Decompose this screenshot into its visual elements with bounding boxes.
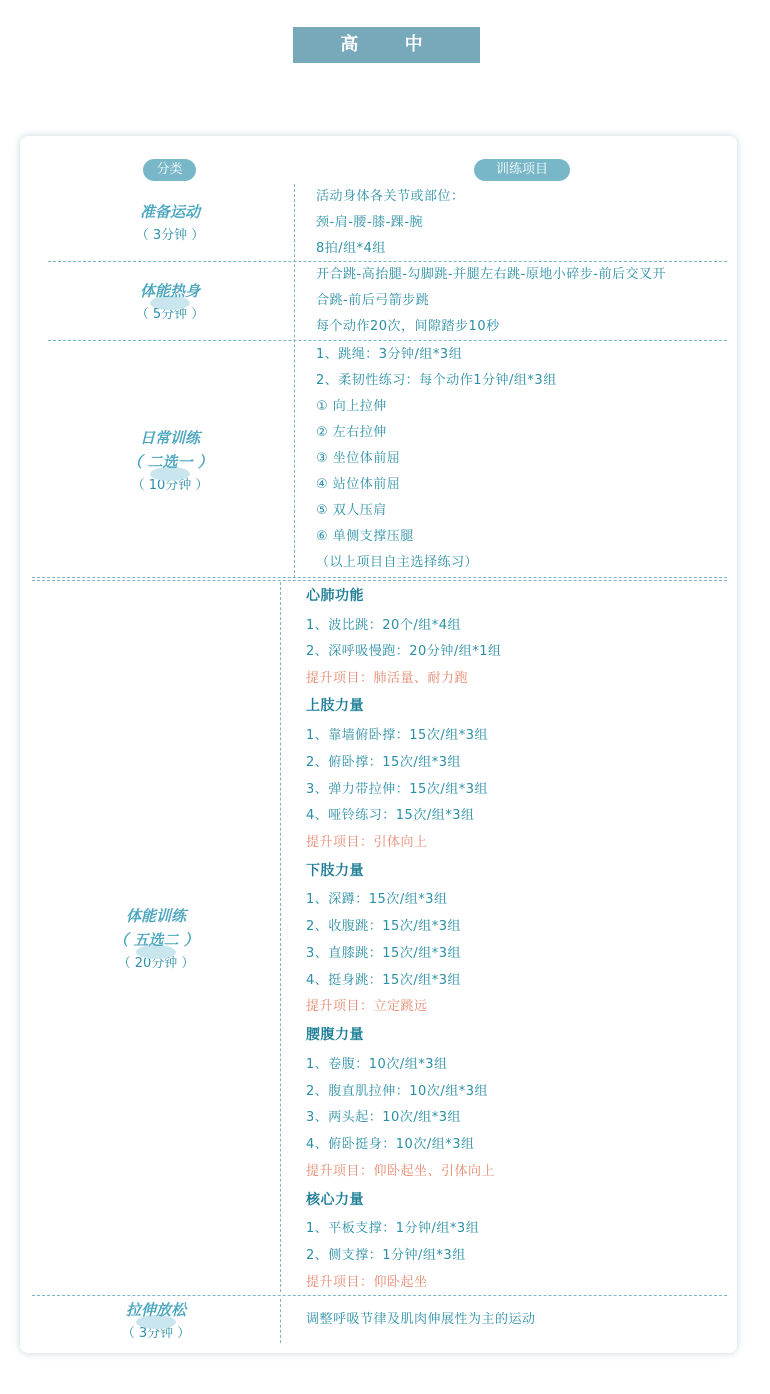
list-item: ⑤ 双人压肩 xyxy=(316,503,387,518)
list-item: 1、跳绳：3分钟/组*3组 xyxy=(316,347,463,362)
list-item: 3、直膝跳：15次/组*3组 xyxy=(306,946,461,961)
category-duration: （ 3分钟 ） xyxy=(121,1326,191,1341)
row-divider xyxy=(48,340,727,341)
group-title: 下肢力量 xyxy=(306,863,364,879)
group-title: 上肢力量 xyxy=(306,698,364,714)
group-title: 心肺功能 xyxy=(306,588,364,604)
list-item: 活动身体各关节或部位： xyxy=(316,189,465,204)
category-daily-training xyxy=(90,426,250,498)
category-duration: （ 3分钟 ） xyxy=(135,228,205,243)
list-item: 开合跳-高抬腿-勾脚跳-并腿左右跳-原地小碎步-前后交叉开 xyxy=(316,267,666,282)
list-item: 2、俯卧撑：15次/组*3组 xyxy=(306,755,461,770)
page-title: 高 中 xyxy=(293,27,480,63)
column-divider xyxy=(280,1299,281,1343)
category-name: 日常训练 xyxy=(139,429,200,447)
category-choice: （ 五选二 ） xyxy=(76,928,236,952)
list-item: 颈-肩-腰-膝-踝-腕 xyxy=(316,215,423,230)
list-item: 2、柔韧性练习：每个动作1分钟/组*3组 xyxy=(316,373,557,388)
improve-item: 提升项目：仰卧起坐 xyxy=(306,1275,428,1290)
list-item: 2、腹直肌拉伸：10次/组*3组 xyxy=(306,1084,488,1099)
category-fitness-warmup xyxy=(90,279,250,327)
items-header: 训练项目 xyxy=(474,159,570,181)
list-item: 1、波比跳：20个/组*4组 xyxy=(306,618,461,633)
list-item: 3、弹力带拉伸：15次/组*3组 xyxy=(306,782,488,797)
category-duration: （ 10分钟 ） xyxy=(131,478,209,493)
category-name: 体能训练 xyxy=(125,907,186,925)
row-divider xyxy=(32,1295,727,1296)
row-divider xyxy=(32,577,727,578)
category-physical-training xyxy=(76,904,236,976)
category-warmup xyxy=(90,200,250,248)
list-item: 8拍/组*4组 xyxy=(316,241,386,256)
column-divider xyxy=(280,582,281,1292)
list-item: ④ 站位体前屈 xyxy=(316,477,401,492)
list-item: 2、深呼吸慢跑：20分钟/组*1组 xyxy=(306,644,502,659)
list-item: 3、两头起：10次/组*3组 xyxy=(306,1110,461,1125)
list-item: 4、挺身跳：15次/组*3组 xyxy=(306,973,461,988)
list-item: 1、平板支撑：1分钟/组*3组 xyxy=(306,1221,480,1236)
row-divider xyxy=(32,580,727,581)
list-item: ⑥ 单侧支撑压腿 xyxy=(316,529,414,544)
list-item: ③ 坐位体前屈 xyxy=(316,451,401,466)
list-item: 调整呼吸节律及肌肉伸展性为主的运动 xyxy=(306,1312,536,1327)
group-title: 核心力量 xyxy=(306,1192,364,1208)
improve-item: 提升项目：仰卧起坐、引体向上 xyxy=(306,1164,496,1179)
improve-item: 提升项目：立定跳远 xyxy=(306,999,428,1014)
list-item: 合跳-前后弓箭步跳 xyxy=(316,293,430,308)
list-item: 2、收腹跳：15次/组*3组 xyxy=(306,919,461,934)
category-name: 体能热身 xyxy=(90,279,250,303)
improve-item: 提升项目：肺活量、耐力跑 xyxy=(306,671,469,686)
category-header: 分类 xyxy=(143,159,196,181)
group-title: 腰腹力量 xyxy=(306,1027,364,1043)
list-item: 每个动作20次，间隙踏步10秒 xyxy=(316,319,500,334)
list-item: 2、侧支撑：1分钟/组*3组 xyxy=(306,1248,466,1263)
category-cooldown xyxy=(76,1298,236,1346)
list-item: 1、深蹲：15次/组*3组 xyxy=(306,892,448,907)
row-divider xyxy=(48,261,727,262)
list-item: 4、俯卧挺身：10次/组*3组 xyxy=(306,1137,475,1152)
list-item: 1、靠墙俯卧撑：15次/组*3组 xyxy=(306,728,488,743)
category-name: 准备运动 xyxy=(139,203,200,221)
list-item: ② 左右拉伸 xyxy=(316,425,387,440)
list-item: ① 向上拉伸 xyxy=(316,399,387,414)
list-item: 4、哑铃练习：15次/组*3组 xyxy=(306,808,475,823)
category-duration: （ 5分钟 ） xyxy=(135,307,205,322)
list-item: 1、卷腹：10次/组*3组 xyxy=(306,1057,448,1072)
category-choice: （ 二选一 ） xyxy=(90,450,250,474)
list-item: （以上项目自主选择练习） xyxy=(316,555,479,570)
column-divider xyxy=(294,184,295,578)
improve-item: 提升项目：引体向上 xyxy=(306,835,428,850)
category-duration: （ 20分钟 ） xyxy=(117,956,195,971)
category-name: 拉伸放松 xyxy=(76,1298,236,1322)
